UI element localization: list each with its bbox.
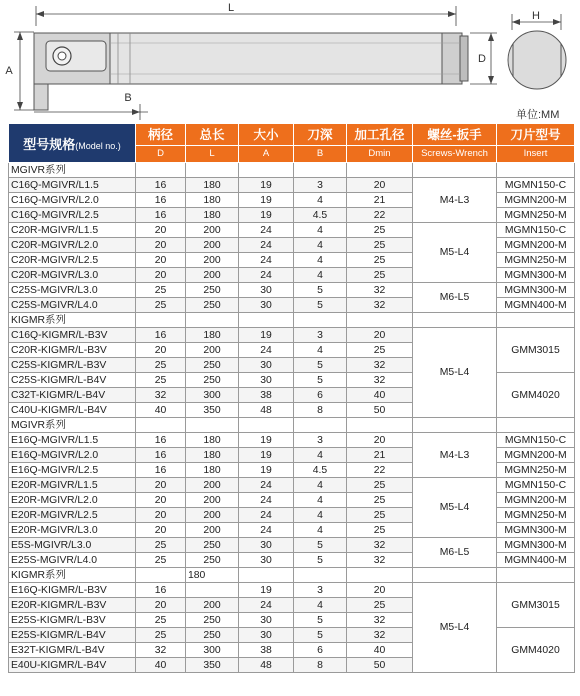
cell-min-bore: 21	[347, 193, 413, 208]
cell-size: 30	[239, 283, 294, 298]
cell-empty	[347, 313, 413, 328]
cell-shank-dia: 40	[136, 403, 186, 418]
cell-min-bore: 50	[347, 403, 413, 418]
cell-screw-wrench: M5-L4	[413, 583, 497, 673]
shank-end-view	[508, 31, 566, 89]
cell-min-bore: 40	[347, 388, 413, 403]
cell-min-bore: 40	[347, 643, 413, 658]
cell-shank-dia: 20	[136, 523, 186, 538]
cell-insert: MGMN300-M	[497, 523, 575, 538]
cell-depth: 4	[294, 448, 347, 463]
tool-tip	[34, 84, 48, 110]
cell-depth: 8	[294, 658, 347, 673]
cell-model: E16Q-KIGMR/L-B3V	[9, 583, 136, 598]
cell-empty	[497, 313, 575, 328]
cell-size: 48	[239, 403, 294, 418]
cell-shank-dia: 25	[136, 283, 186, 298]
cell-total-length: 250	[186, 298, 239, 313]
spec-table	[8, 123, 575, 673]
cell-model: C16Q-MGIVR/L2.5	[9, 208, 136, 223]
header-sub-d: D	[136, 145, 186, 162]
cell-depth: 4.5	[294, 463, 347, 478]
cell-insert: MGMN400-M	[497, 298, 575, 313]
cell-size: 24	[239, 268, 294, 283]
cell-size: 19	[239, 463, 294, 478]
group-title: MGIVR系列	[9, 163, 136, 178]
cell-depth: 5	[294, 373, 347, 388]
cell-total-length: 200	[186, 268, 239, 283]
cell-total-length: 300	[186, 643, 239, 658]
cell-insert: MGMN250-M	[497, 463, 575, 478]
cell-empty	[413, 418, 497, 433]
cell-total-length: 180	[186, 193, 239, 208]
cell-shank-dia: 16	[136, 448, 186, 463]
cell-min-bore: 32	[347, 373, 413, 388]
header-sub-screw: Screws-Wrench	[413, 145, 497, 162]
cell-depth: 4	[294, 523, 347, 538]
cell-empty	[413, 568, 497, 583]
group-title: KIGMR系列	[9, 568, 136, 583]
header-insert: 刀片型号	[497, 124, 575, 146]
cell-size: 30	[239, 553, 294, 568]
cell-depth: 4	[294, 223, 347, 238]
cell-shank-dia: 20	[136, 253, 186, 268]
cell-min-bore: 25	[347, 493, 413, 508]
cell-insert: MGMN200-M	[497, 238, 575, 253]
cell-size: 19	[239, 208, 294, 223]
cell-shank-dia: 25	[136, 628, 186, 643]
cell-depth: 5	[294, 553, 347, 568]
cell-shank-dia	[136, 163, 186, 178]
cell-model: E20R-MGIVR/L3.0	[9, 523, 136, 538]
cell-shank-dia: 16	[136, 583, 186, 598]
cell-depth: 3	[294, 328, 347, 343]
cell-screw-wrench: M5-L4	[413, 223, 497, 283]
cell-shank-dia: 20	[136, 478, 186, 493]
cell-total-length: 200	[186, 343, 239, 358]
cell-model: C20R-MGIVR/L2.0	[9, 238, 136, 253]
table-row	[9, 433, 575, 448]
header-sub-a: A	[239, 145, 294, 162]
cell-min-bore: 50	[347, 658, 413, 673]
cell-model: E25S-KIGMR/L-B4V	[9, 628, 136, 643]
header-size: 大小	[239, 124, 294, 146]
cell-model: C25S-MGIVR/L3.0	[9, 283, 136, 298]
header-sub-l: L	[186, 145, 239, 162]
cell-total-length: 200	[186, 523, 239, 538]
cell-min-bore: 20	[347, 328, 413, 343]
cell-total-length	[186, 418, 239, 433]
label-H: H	[532, 10, 540, 22]
cell-size: 24	[239, 478, 294, 493]
cell-size: 30	[239, 358, 294, 373]
cell-size: 24	[239, 343, 294, 358]
table-row	[9, 283, 575, 298]
cell-empty	[294, 568, 347, 583]
cell-depth: 4	[294, 598, 347, 613]
cell-min-bore: 32	[347, 628, 413, 643]
cell-shank-dia: 40	[136, 658, 186, 673]
cell-model: C16Q-MGIVR/L2.0	[9, 193, 136, 208]
cell-shank-dia: 25	[136, 613, 186, 628]
cell-empty	[347, 568, 413, 583]
cell-depth: 4	[294, 478, 347, 493]
cell-shank-dia: 20	[136, 508, 186, 523]
cell-model: C20R-MGIVR/L3.0	[9, 268, 136, 283]
cell-total-length: 200	[186, 223, 239, 238]
cell-size: 48	[239, 658, 294, 673]
cell-screw-wrench: M6-L5	[413, 283, 497, 313]
cell-insert: MGMN150-C	[497, 433, 575, 448]
cell-total-length: 350	[186, 403, 239, 418]
cell-size: 19	[239, 583, 294, 598]
cell-depth: 4	[294, 193, 347, 208]
cell-total-length: 250	[186, 613, 239, 628]
cell-insert: MGMN400-M	[497, 553, 575, 568]
cell-size: 24	[239, 253, 294, 268]
cell-size: 24	[239, 493, 294, 508]
header-model: 型号规格(Model no.)	[9, 124, 136, 163]
cell-empty	[347, 418, 413, 433]
cell-model: C20R-MGIVR/L1.5	[9, 223, 136, 238]
cell-min-bore: 25	[347, 478, 413, 493]
group-row	[9, 313, 575, 328]
cell-total-length: 250	[186, 553, 239, 568]
cell-shank-dia: 16	[136, 178, 186, 193]
cell-model: E25S-MGIVR/L4.0	[9, 553, 136, 568]
cell-empty	[497, 418, 575, 433]
cell-min-bore: 25	[347, 253, 413, 268]
cell-shank-dia: 20	[136, 238, 186, 253]
cell-depth: 4	[294, 493, 347, 508]
cell-empty	[239, 313, 294, 328]
cell-min-bore: 22	[347, 463, 413, 478]
cell-depth: 3	[294, 583, 347, 598]
cell-min-bore: 25	[347, 598, 413, 613]
cell-screw-wrench: M6-L5	[413, 538, 497, 568]
cell-min-bore: 25	[347, 343, 413, 358]
cell-insert: MGMN200-M	[497, 193, 575, 208]
cell-shank-dia: 16	[136, 208, 186, 223]
cell-depth: 5	[294, 613, 347, 628]
cell-empty	[294, 418, 347, 433]
cell-min-bore: 21	[347, 448, 413, 463]
cell-depth: 5	[294, 358, 347, 373]
tool-diagram	[0, 0, 580, 122]
cell-insert: MGMN300-M	[497, 268, 575, 283]
cell-min-bore: 25	[347, 268, 413, 283]
cell-model: E32T-KIGMR/L-B4V	[9, 643, 136, 658]
cell-shank-dia	[136, 568, 186, 583]
cell-total-length	[186, 163, 239, 178]
cell-shank-dia: 20	[136, 343, 186, 358]
cell-model: C16Q-MGIVR/L1.5	[9, 178, 136, 193]
cell-total-length: 350	[186, 658, 239, 673]
table-row	[9, 478, 575, 493]
cell-depth: 3	[294, 433, 347, 448]
cell-shank-dia: 16	[136, 463, 186, 478]
cell-shank-dia: 25	[136, 553, 186, 568]
cell-depth: 5	[294, 283, 347, 298]
cell-model: E20R-MGIVR/L1.5	[9, 478, 136, 493]
unit-label: 单位:MM	[516, 109, 560, 121]
cell-shank-dia: 32	[136, 643, 186, 658]
cell-insert: MGMN200-M	[497, 448, 575, 463]
label-L: L	[227, 2, 235, 14]
cell-empty	[413, 313, 497, 328]
cell-min-bore: 22	[347, 208, 413, 223]
cell-model: C25S-KIGMR/L-B4V	[9, 373, 136, 388]
cell-size: 38	[239, 643, 294, 658]
group-title: KIGMR系列	[9, 313, 136, 328]
cell-model: C25S-MGIVR/L4.0	[9, 298, 136, 313]
cell-shank-dia: 20	[136, 598, 186, 613]
cell-min-bore: 32	[347, 283, 413, 298]
cell-size: 30	[239, 628, 294, 643]
cell-depth: 4	[294, 238, 347, 253]
cell-depth: 4	[294, 343, 347, 358]
cell-model: E20R-MGIVR/L2.0	[9, 493, 136, 508]
cell-min-bore: 20	[347, 433, 413, 448]
cell-insert: MGMN200-M	[497, 493, 575, 508]
cell-size: 19	[239, 193, 294, 208]
group-title: MGIVR系列	[9, 418, 136, 433]
cell-insert: GMM3015	[497, 583, 575, 628]
cell-min-bore: 25	[347, 238, 413, 253]
cell-insert: GMM4020	[497, 373, 575, 418]
cell-min-bore: 25	[347, 523, 413, 538]
cell-insert: MGMN150-C	[497, 178, 575, 193]
table-row	[9, 583, 575, 598]
cell-model: C20R-MGIVR/L2.5	[9, 253, 136, 268]
cell-depth: 4.5	[294, 208, 347, 223]
cell-insert: MGMN150-C	[497, 478, 575, 493]
cell-depth: 4	[294, 508, 347, 523]
cell-depth: 6	[294, 643, 347, 658]
cell-screw-wrench: M5-L4	[413, 478, 497, 538]
label-D: D	[478, 53, 486, 65]
cell-size: 19	[239, 328, 294, 343]
cell-insert: MGMN300-M	[497, 538, 575, 553]
cell-empty	[239, 163, 294, 178]
cell-depth: 5	[294, 298, 347, 313]
cell-model: E5S-MGIVR/L3.0	[9, 538, 136, 553]
boring-bar-drawing	[0, 0, 580, 122]
cell-total-length: 200	[186, 598, 239, 613]
cell-size: 24	[239, 238, 294, 253]
cell-insert: MGMN300-M	[497, 283, 575, 298]
header-sub-insert: Insert	[497, 145, 575, 162]
cell-min-bore: 32	[347, 538, 413, 553]
header-sub-dmin: Dmin	[347, 145, 413, 162]
cell-total-length: 180	[186, 328, 239, 343]
cell-size: 19	[239, 433, 294, 448]
cell-depth: 4	[294, 268, 347, 283]
cell-shank-dia: 32	[136, 388, 186, 403]
header-min-bore: 加工孔径	[347, 124, 413, 146]
cell-total-length: 180	[186, 433, 239, 448]
cell-insert: GMM3015	[497, 328, 575, 373]
cell-model: C40U-KIGMR/L-B4V	[9, 403, 136, 418]
header-shank-dia: 柄径	[136, 124, 186, 146]
table-row	[9, 223, 575, 238]
cell-screw-wrench: M4-L3	[413, 433, 497, 478]
cell-size: 30	[239, 373, 294, 388]
cell-model: C32T-KIGMR/L-B4V	[9, 388, 136, 403]
cell-shank-dia: 20	[136, 268, 186, 283]
cell-shank-dia: 16	[136, 328, 186, 343]
cell-empty	[239, 418, 294, 433]
cell-min-bore: 32	[347, 358, 413, 373]
cell-empty	[294, 163, 347, 178]
cell-min-bore: 25	[347, 223, 413, 238]
cell-depth: 8	[294, 403, 347, 418]
cell-size: 24	[239, 598, 294, 613]
cell-depth: 3	[294, 178, 347, 193]
cell-size: 19	[239, 178, 294, 193]
cell-size: 30	[239, 298, 294, 313]
cell-total-length: 180	[186, 568, 239, 583]
cell-empty	[294, 313, 347, 328]
cell-total-length: 250	[186, 373, 239, 388]
header-sub-b: B	[294, 145, 347, 162]
cell-size: 38	[239, 388, 294, 403]
cell-model: E16Q-MGIVR/L2.0	[9, 448, 136, 463]
cell-shank-dia: 16	[136, 193, 186, 208]
header-screw-wrench: 螺丝-扳手	[413, 124, 497, 146]
cell-size: 24	[239, 508, 294, 523]
cell-insert: MGMN250-M	[497, 208, 575, 223]
cell-size: 24	[239, 223, 294, 238]
cell-total-length	[186, 583, 239, 598]
cell-shank-dia: 25	[136, 358, 186, 373]
cell-size: 30	[239, 613, 294, 628]
cell-total-length: 200	[186, 508, 239, 523]
cell-insert: MGMN250-M	[497, 508, 575, 523]
cell-total-length: 250	[186, 538, 239, 553]
cell-total-length: 250	[186, 628, 239, 643]
cell-empty	[413, 163, 497, 178]
cell-model: E16Q-MGIVR/L1.5	[9, 433, 136, 448]
cell-model: E20R-MGIVR/L2.5	[9, 508, 136, 523]
cell-model: E20R-KIGMR/L-B3V	[9, 598, 136, 613]
cell-empty	[347, 163, 413, 178]
cell-total-length: 200	[186, 238, 239, 253]
cell-total-length: 250	[186, 358, 239, 373]
cell-total-length: 180	[186, 463, 239, 478]
cell-min-bore: 32	[347, 553, 413, 568]
cell-shank-dia	[136, 418, 186, 433]
label-B: B	[124, 92, 132, 104]
cell-depth: 5	[294, 628, 347, 643]
cell-min-bore: 20	[347, 178, 413, 193]
cell-total-length: 300	[186, 388, 239, 403]
group-row	[9, 418, 575, 433]
cell-depth: 4	[294, 253, 347, 268]
cell-model: C25S-KIGMR/L-B3V	[9, 358, 136, 373]
group-row	[9, 163, 575, 178]
header-depth: 刀深	[294, 124, 347, 146]
cell-empty	[497, 163, 575, 178]
cell-min-bore: 25	[347, 508, 413, 523]
cell-total-length: 200	[186, 478, 239, 493]
cell-shank-dia	[136, 313, 186, 328]
table-row	[9, 178, 575, 193]
cell-min-bore: 32	[347, 613, 413, 628]
cell-depth: 5	[294, 538, 347, 553]
cell-size: 19	[239, 448, 294, 463]
cell-model: E16Q-MGIVR/L2.5	[9, 463, 136, 478]
header-total-length: 总长	[186, 124, 239, 146]
cell-empty	[239, 568, 294, 583]
cell-empty	[497, 568, 575, 583]
cell-total-length: 200	[186, 253, 239, 268]
cell-total-length: 180	[186, 208, 239, 223]
cell-screw-wrench: M4-L3	[413, 178, 497, 223]
cell-total-length	[186, 313, 239, 328]
cell-model: E25S-KIGMR/L-B3V	[9, 613, 136, 628]
cell-shank-dia: 16	[136, 433, 186, 448]
cell-insert: MGMN250-M	[497, 253, 575, 268]
cell-total-length: 180	[186, 448, 239, 463]
cell-min-bore: 32	[347, 298, 413, 313]
cell-insert: MGMN150-C	[497, 223, 575, 238]
cell-total-length: 180	[186, 178, 239, 193]
cell-min-bore: 20	[347, 583, 413, 598]
cell-size: 24	[239, 523, 294, 538]
cell-insert: GMM4020	[497, 628, 575, 673]
cell-screw-wrench: M5-L4	[413, 328, 497, 418]
table-row	[9, 328, 575, 343]
cell-size: 30	[239, 538, 294, 553]
cell-shank-dia: 25	[136, 373, 186, 388]
cell-model: C20R-KIGMR/L-B3V	[9, 343, 136, 358]
cell-model: E40U-KIGMR/L-B4V	[9, 658, 136, 673]
cell-shank-dia: 25	[136, 298, 186, 313]
label-A: A	[5, 65, 13, 77]
cell-total-length: 200	[186, 493, 239, 508]
cell-shank-dia: 25	[136, 538, 186, 553]
cell-depth: 6	[294, 388, 347, 403]
cell-total-length: 250	[186, 283, 239, 298]
tool-shank	[110, 33, 460, 84]
group-row	[9, 568, 575, 583]
cell-shank-dia: 20	[136, 493, 186, 508]
cell-model: C16Q-KIGMR/L-B3V	[9, 328, 136, 343]
cell-shank-dia: 20	[136, 223, 186, 238]
table-row	[9, 538, 575, 553]
